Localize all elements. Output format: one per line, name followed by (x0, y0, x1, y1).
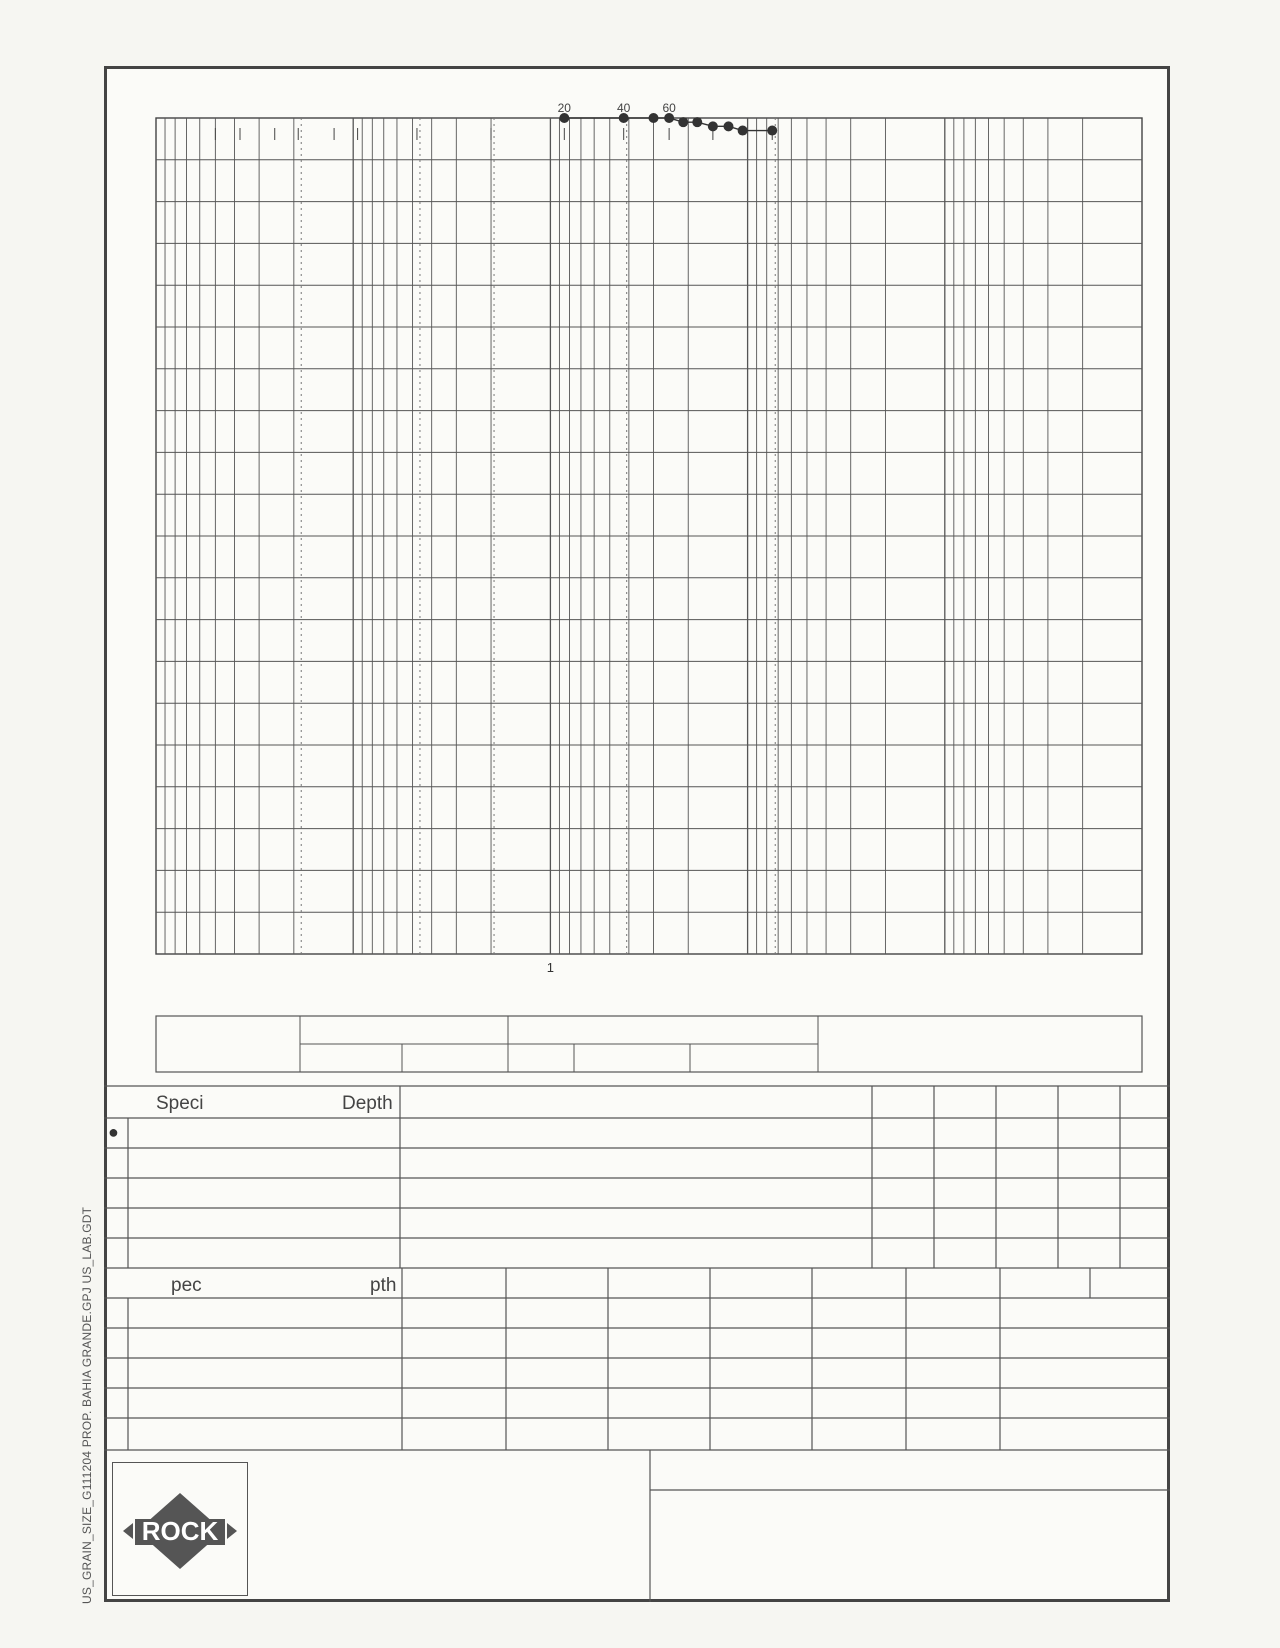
row-marker-icon: ● (108, 1122, 119, 1142)
col-specimen-label-2: pec (171, 1275, 202, 1296)
logo-text: ROCK (141, 1516, 219, 1546)
x-tick-label: 1 (546, 960, 555, 975)
col-depth-label: Depth (342, 1093, 393, 1114)
file-path-label: US_GRAIN_SIZE_G111204 PROP. BAHIA GRANDE.GPJ US_LAB.GDT (80, 1206, 94, 1604)
rock-logo-icon (113, 1463, 247, 1595)
sieve-number-label: 60 (662, 101, 676, 115)
col-specimen-label: Speci (156, 1093, 204, 1114)
sieve-number-label: 20 (557, 101, 571, 115)
logo-box (112, 1462, 248, 1596)
sieve-number-label: 40 (617, 101, 631, 115)
col-depth-label-2: pth (370, 1275, 397, 1296)
